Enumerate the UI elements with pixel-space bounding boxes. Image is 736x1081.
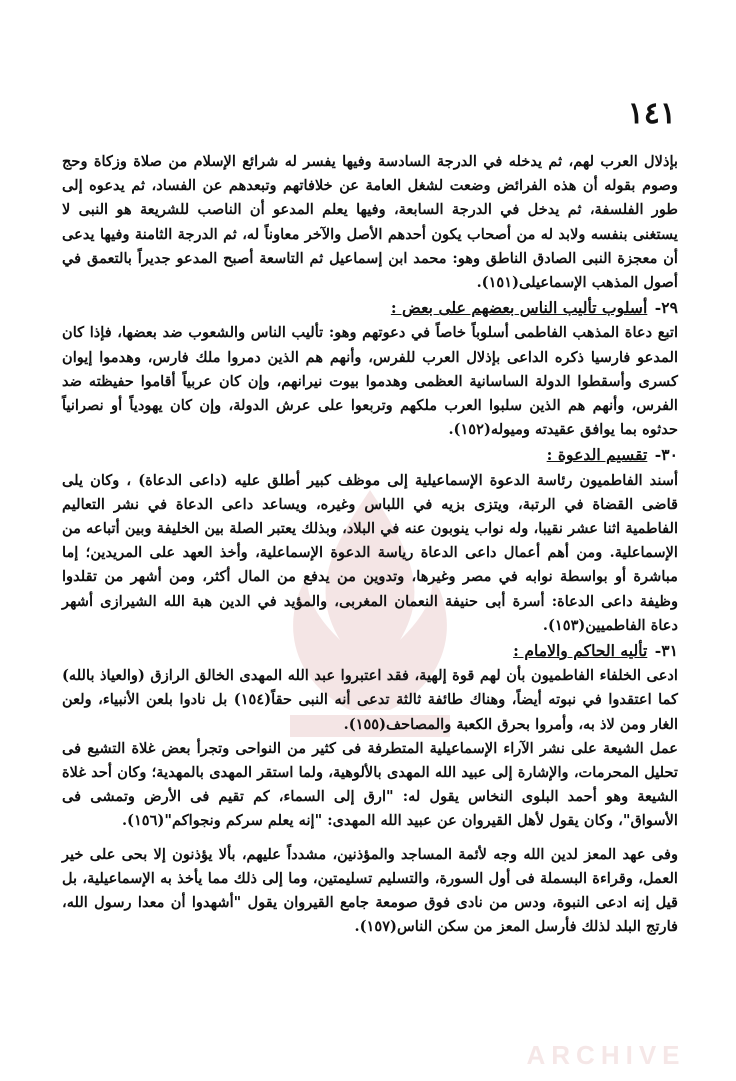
section-number: ٢٩-	[654, 298, 678, 318]
text-line: يدعوه إلى طور الفلسفة، ثم يدخل في الدرجة السابعة، وفيها يعلم المدعو أن الناصب للشريعة هو	[62, 177, 678, 219]
text-line: وإن كان يهودياً أو نصرانياً حدثوه بما يوافق عقيدته وميوله(١٥٢).	[62, 397, 678, 439]
text-line: ادعى الخلفاء الفاطميون بأن لهم قوة إلهية، فقد اعتبروا عبد الله المهدى الخالق الرازق	[150, 667, 678, 685]
text-line: فارس، وهدموا إيوان كسرى وأسقطوا الدولة الساسانية العظمى وهدموا بيوت نيرانهم، وإن كان	[62, 348, 678, 390]
text-line: اتبع دعاة المذهب الفاطمى أسلوباً خاصاً في دعوتهم وهو: تأليب الناس والشعوب ضد	[162, 324, 678, 342]
section-title: تأليه الحاكم والامام :	[513, 641, 648, 661]
text-line: على المريدين؛ إما مباشرة أو بواسطة نوابه في مصر وغيرها، وتدوين من يدفع من المال أكثر،	[62, 544, 678, 586]
text-line: هبة الله الشيرازى أشهر دعاة الفاطميين(١٥٣).	[62, 592, 678, 634]
section-heading-30	[62, 443, 678, 467]
text-line: غلاة التشيع فى تحليل المحرمات، والإشارة إلى عبيد الله المهدى بالألوهية، ولما استقر المهدى	[62, 739, 678, 782]
section-29-body	[62, 321, 678, 442]
text-line: بلعن الأنبياء، ولعن الغار ومن لاذ به، وأمروا بحرق الكعبة والمصاحف(١٥٥).	[62, 691, 678, 733]
page-body	[62, 150, 678, 940]
text-line: التعاليم الفاطمية اثنا عشر نقيبا، وله نواب ينوبون عنه في البلاد، وبذلك يعتبر الصلة بين الخليفة	[62, 495, 678, 538]
text-line: (والعياذ بالله) كما اعتقدوا في نبوته أيضاً، وهناك طائفة ثالثة تدعى أنه النبى حقاً(١٥٤) بل نادوا	[62, 667, 678, 709]
text-line: عمل الشيعة على نشر الآراء الإسماعيلية المتطرفة فى كثير من النواحى وتجرأ بعض	[161, 739, 678, 757]
text-line: وحج وصوم بقوله أن هذه الفرائض وضعت لشغل العامة عن خلافاتهم وتبعدهم عن الفساد، ثم	[62, 153, 678, 195]
section-title: أسلوب تأليب الناس بعضهم على بعض :	[390, 298, 648, 318]
section-number: ٣١-	[654, 641, 678, 661]
section-number: ٣٠-	[654, 445, 678, 465]
text-line: وكان يلى قاضى القضاة في الرتبة، ويتزى بزيه في اللباس وغيره، ويساعد داعى الدعاة في نشر	[62, 471, 678, 513]
text-line: أسند الفاطميون رئاسة الدعوة الإسماعيلية إلى موظف كبير أطلق عليه (داعى الدعاة) ،	[126, 471, 679, 489]
text-line: "أشهدوا أن معدا رسول الله، فارتج البلد لذلك فأرسل المعز من سكن الناس(١٥٧).	[62, 894, 678, 936]
intro-paragraph	[62, 150, 678, 295]
section-31-body	[62, 664, 678, 737]
text-line: الثامنة وفيها يدعى أن معجزة النبى الصادق الناطق وهو: محمد ابن إسماعيل ثم التاسعة أصبح	[62, 225, 678, 267]
section-title: تقسيم الدعوة :	[546, 445, 648, 465]
page-number: ١٤١	[627, 96, 676, 131]
text-line: به الإسماعيلية، بل قيل إنه ادعى النبوة، ودس من نادى فوق صومعة جامع القيروان يقول	[62, 869, 679, 912]
watermark-bottom-text: ARCHIVE	[526, 1040, 686, 1070]
muizz-paragraph	[62, 843, 678, 940]
text-line: عربياً أقاموا حفيظته ضد الفرس، وأنهم هم الذين سلبوا العرب ملكهم وتربعوا على عرش الدولة،	[62, 372, 678, 415]
text-line: بعضها، فإذا كان المدعو فارسيا ذكره الداعى بإذلال العرب للفرس، وأنهم هم الذين دمروا ملك	[62, 324, 678, 366]
text-line: فى الأرض وتمشى فى الأسواق"، وكان يقول لأهل القيروان عن عبيد الله المهدى: "إنه يعلم سركم	[62, 788, 678, 830]
text-line: النبى لا يستغنى بنفسه ولابد له من أصحاب يكون أحدهم الأصل والآخر معاوناً له، ثم الدرجة	[62, 201, 678, 243]
text-line: وفى عهد المعز لدين الله وجه لأئمة المساجد والمؤذنين، مشدداً عليهم، بألا يؤذنون إلا	[153, 845, 678, 863]
shia-paragraph	[62, 737, 678, 834]
text-line: المدعو جديراً بالتعمق في أصول المذهب الإسماعيلى(١٥١).	[62, 249, 678, 292]
section-30-body	[62, 469, 678, 638]
text-line: وبين أتباعه من الإسماعلية. ومن أهم أعمال داعى الدعاة رياسة الدعوة الإسماعلية، وأخذ العهد	[62, 520, 678, 562]
text-line: ونجواكم"(١٥٦).	[121, 812, 221, 830]
text-line: بالمهدية؛ وكان أحد غلاة الشيعة وهو أحمد البلوى النخاس يقول له: "ارق إلى السماء، كم تقيم	[62, 764, 678, 806]
text-line: ومن أشهر من تقلدوا وظيفة داعى الدعاة: أسرة أبى حنيفة النعمان المغربى، والمؤيد في الدين	[62, 568, 679, 610]
paragraph-gap	[62, 834, 678, 843]
section-heading-31	[62, 639, 678, 663]
text-line: بحى على خير العمل، وقراءة البسملة فى أول السورة، والتسليم تسليمتين، وما إلى ذلك مما يأخذ	[62, 845, 678, 887]
section-heading-29	[62, 296, 678, 320]
text-line: بإذلال العرب لهم، ثم يدخله في الدرجة السادسة وفيها يفسر له شرائع الإسلام من صلاة وزكاة	[93, 153, 678, 170]
